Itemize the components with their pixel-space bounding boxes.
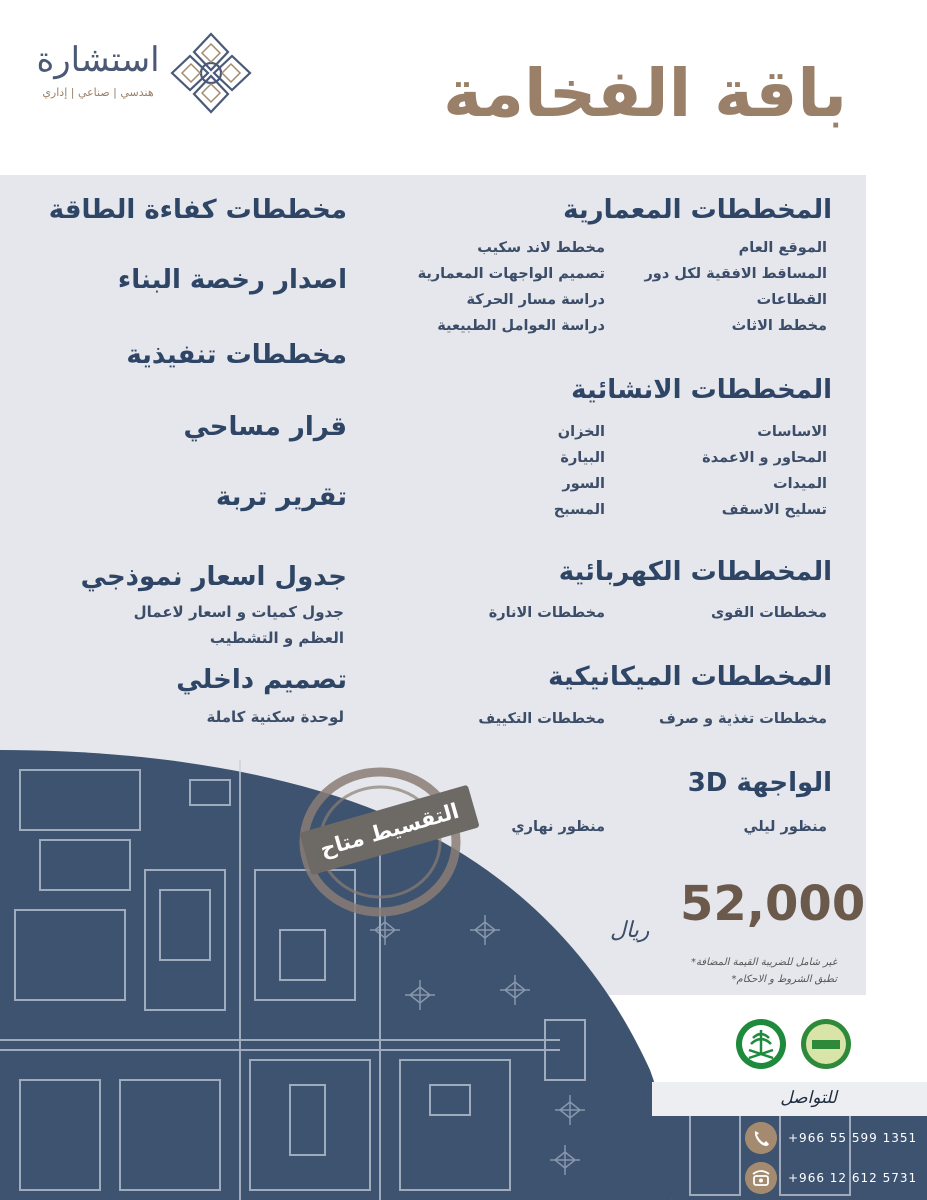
building-permit: اصدار رخصة البناء xyxy=(117,265,347,295)
installment-ribbon: التقسيط متاح xyxy=(299,785,479,876)
interior-design-title: تصميم داخلي xyxy=(176,665,347,695)
section-title-structural: المخططات الانشائية xyxy=(571,375,832,405)
terms-note: تطبق الشروط و الاحكام* xyxy=(731,974,837,985)
logo-name: استشارة xyxy=(36,40,160,80)
vat-note: غير شامل للضريبة القيمة المضافة* xyxy=(690,957,837,968)
list-item: تصميم الواجهات المعمارية xyxy=(417,266,605,282)
list-item: منظور ليلي xyxy=(743,819,827,835)
pricing-sub-line-1: جدول كميات و اسعار لاعمال xyxy=(133,603,344,621)
price-currency: ريال xyxy=(610,918,650,943)
phone-number-2[interactable]: +966 12 612 5731 xyxy=(788,1171,918,1185)
list-item: دراسة العوامل الطبيعية xyxy=(437,318,605,334)
contact-label: للتواصل xyxy=(780,1088,837,1108)
list-item: المساقط الافقية لكل دور xyxy=(644,266,827,282)
list-item: القطاعات xyxy=(756,292,827,308)
section-title-facade xyxy=(688,768,832,798)
section-title-electrical: المخططات الكهربائية xyxy=(558,557,832,587)
pricing-sub-line-2: العظم و التشطيب xyxy=(209,629,344,647)
pricing-table-title: جدول اسعار نموذجي xyxy=(80,562,347,592)
package-title: باقة الفخامة xyxy=(443,55,847,132)
soil-report: تقرير تربة xyxy=(215,482,347,512)
interior-design-sub: لوحدة سكنية كاملة xyxy=(206,708,344,726)
list-item: منظور نهاري xyxy=(511,819,605,835)
list-item: البيارة xyxy=(560,450,605,466)
logo-ornament-icon xyxy=(168,30,254,116)
energy-plans: مخططات كفاءة الطاقة xyxy=(48,195,347,225)
list-item: مخطط الاثاث xyxy=(731,318,827,334)
list-item: مخططات التكييف xyxy=(478,711,605,727)
list-item: المحاور و الاعمدة xyxy=(702,450,827,466)
phone-icon[interactable] xyxy=(745,1122,777,1154)
list-item: مخططات القوى xyxy=(711,605,827,621)
list-item: الخزان xyxy=(557,424,605,440)
consult-certificate-badge-icon xyxy=(800,1018,852,1070)
list-item: مخطط لاند سكيب xyxy=(477,240,605,256)
palm-swords-emblem-icon xyxy=(735,1018,787,1070)
list-item: دراسة مسار الحركة xyxy=(466,292,605,308)
price-amount: 52,000 xyxy=(680,876,866,932)
section-title-mechanical: المخططات الميكانيكية xyxy=(548,662,832,692)
list-item: مخططات الانارة xyxy=(488,605,605,621)
list-item: مخططات تغذية و صرف xyxy=(659,711,827,727)
telephone-icon[interactable] xyxy=(745,1162,777,1194)
list-item: الموقع العام xyxy=(738,240,827,256)
list-item: الاساسات xyxy=(757,424,827,440)
list-item: المسبح xyxy=(553,502,605,518)
list-item: السور xyxy=(562,476,605,492)
logo-tagline: هندسي | صناعي | إداري xyxy=(42,86,154,99)
list-item: الميدات xyxy=(773,476,827,492)
facade-title-text: الواجهة 3D xyxy=(687,768,832,798)
survey-decision: قرار مساحي xyxy=(183,412,347,442)
phone-number-1[interactable]: +966 55 599 1351 xyxy=(788,1131,918,1145)
section-title-architectural: المخططات المعمارية xyxy=(563,195,832,225)
list-item: تسليح الاسقف xyxy=(721,502,827,518)
execution-plans: مخططات تنفيذية xyxy=(126,340,347,370)
